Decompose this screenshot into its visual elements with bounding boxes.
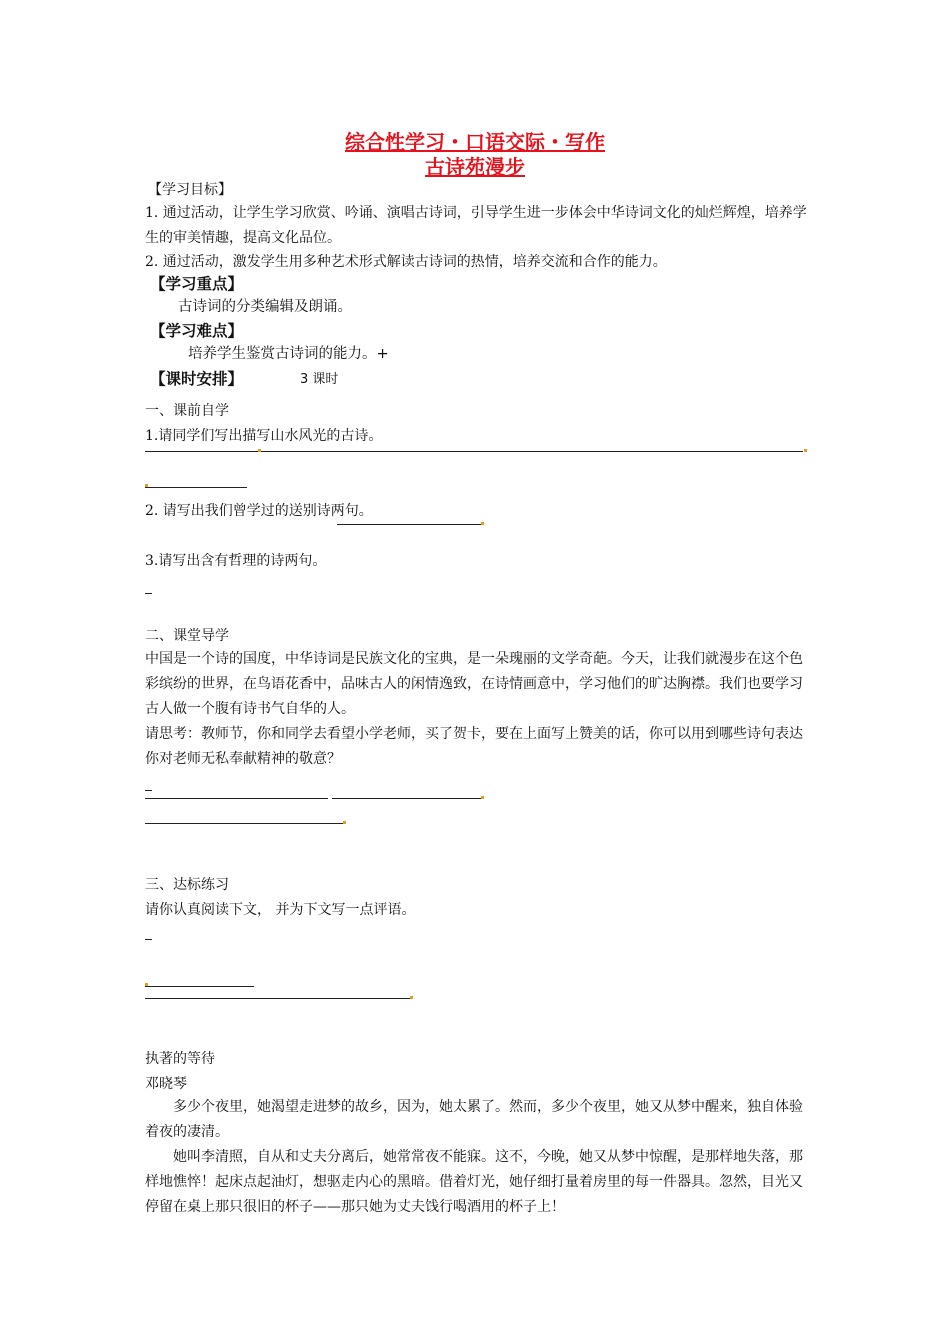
document-title: 综合性学习・口语交际・写作 <box>345 130 605 154</box>
answer-line <box>145 487 247 488</box>
essay-author: 邓晓琴 <box>145 1076 187 1092</box>
difficulty-heading: 【学习难点】 <box>150 322 244 340</box>
marker-dot <box>481 796 484 799</box>
section1-question-1: 1.请同学们写出描写山水风光的古诗。 <box>145 428 383 444</box>
answer-blank <box>145 790 152 791</box>
marker-dot <box>804 449 807 452</box>
marker-dot <box>343 821 346 824</box>
answer-line <box>337 524 482 525</box>
answer-blank <box>145 939 152 940</box>
goals-heading: 【学习目标】 <box>148 182 232 198</box>
key-point-text: 古诗词的分类编辑及朗诵。 <box>178 299 352 315</box>
section1-question-2: 2. 请写出我们曾学过的送别诗两句。 <box>145 503 373 519</box>
answer-blank <box>145 593 152 594</box>
answer-line <box>332 798 481 799</box>
marker-dot <box>145 983 148 986</box>
marker-dot <box>258 449 261 452</box>
section3-heading: 三、达标练习 <box>145 877 229 893</box>
answer-line <box>145 998 410 999</box>
essay-paragraph-1: 多少个夜里，她渴望走进梦的故乡，因为，她太累了。然而，多少个夜里，她又从梦中醒来，独自体验着夜的凄清。 <box>145 1099 803 1140</box>
goal-item-1: 1. 通过活动，让学生学习欣赏、吟诵、演唱古诗词，引导学生进一步体会中华诗词文化的灿烂辉煌，培养学生的审美情趣，提高文化品位。 <box>145 205 807 246</box>
answer-line <box>145 986 254 987</box>
answer-line <box>145 451 803 452</box>
answer-line <box>145 798 328 799</box>
section2-question: 请思考：教师节，你和同学去看望小学老师，买了贺卡，要在上面写上赞美的话，你可以用到哪些诗句表达你对老师无私奉献精神的敬意？ <box>145 726 803 767</box>
schedule-heading: 【课时安排】 <box>150 370 244 388</box>
key-point-heading: 【学习重点】 <box>150 275 244 293</box>
difficulty-text: 培养学生鉴赏古诗词的能力。+ <box>188 346 389 362</box>
marker-dot <box>410 996 413 999</box>
schedule-value: 3 课时 <box>300 372 339 387</box>
goal-item-2: 2. 通过活动，激发学生用多种艺术形式解读古诗词的热情，培养交流和合作的能力。 <box>145 254 667 270</box>
document-subtitle: 古诗苑漫步 <box>425 155 525 179</box>
marker-dot <box>145 484 148 487</box>
answer-line <box>145 823 343 824</box>
essay-paragraph-2: 她叫李清照，自从和丈夫分离后，她常常夜不能寐。这不，今晚，她又从梦中惊醒，是那样地失落，那样地憔悴！起床点起油灯，想驱走内心的黑暗。借着灯光，她仔细打量着房里的每一件器具。忽然，目光又停留在桌上那只很旧的杯子——那只她为丈夫饯行喝酒用的杯子上！ <box>145 1149 803 1215</box>
marker-dot <box>481 522 484 525</box>
section3-prompt: 请你认真阅读下文， 并为下文写一点评语。 <box>145 902 416 918</box>
essay-title: 执著的等待 <box>145 1051 215 1067</box>
section2-heading: 二、课堂导学 <box>145 628 229 644</box>
section1-heading: 一、课前自学 <box>145 403 229 419</box>
section2-intro: 中国是一个诗的国度，中华诗词是民族文化的宝典，是一朵瑰丽的文学奇葩。今天，让我们就漫步在这个色彩缤纷的世界，在鸟语花香中，品味古人的闲情逸致，在诗情画意中，学习他们的旷达胸襟。我们也要学习古人做一个腹有诗书气自华的人。 <box>145 651 803 717</box>
section1-question-3: 3.请写出含有哲理的诗两句。 <box>145 553 327 569</box>
